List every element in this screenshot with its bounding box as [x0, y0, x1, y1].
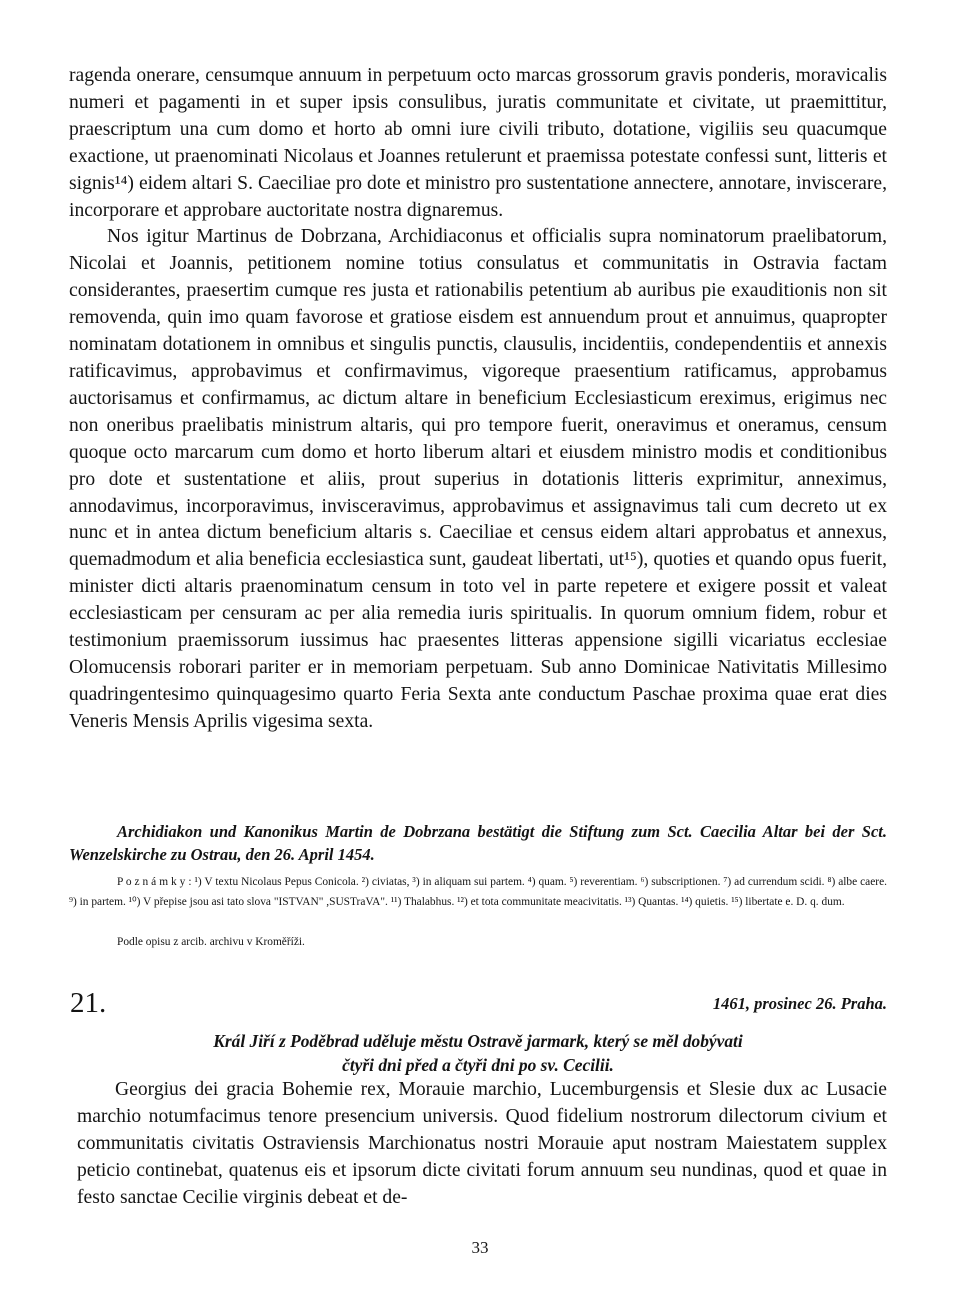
document-body	[69, 63, 887, 736]
german-regest: Archidiakon und Kanonikus Martin de Dobrzana bestätigt die Stiftung zum Sct. Caecilia Altar bei der Sct. Wenzelskirche zu Ostrau, den 26. April 1454.	[69, 822, 887, 864]
source-note: Podle opisu z arcib. archivu v Kroměříži.	[117, 936, 305, 948]
footnotes: P o z n á m k y : ¹) V textu Nicolaus Pepus Conicola. ²) civiatas, ³) in aliquam sui partem. ⁴) quam. ⁵) reverentiam. ⁶) subscriptionen. ⁷) ad currendum scidi. ⁸) albe caere. ⁹) in partem. ¹⁰) V přepise jsou asi tato slova "ISTVAN" ,SUSTraVA". ¹¹) Thalabhus. ¹²) et tota communitate meacivitatis. ¹³) Quantas. ¹⁴) quietis. ¹⁵) libertate e. D. q. dum.	[69, 876, 887, 908]
summary-line-1: Král Jiří z Poděbrad uděluje městu Ostravě jarmark, který se měl dobývati	[213, 1031, 743, 1051]
paragraph-2: Nos igitur Martinus de Dobrzana, Archidiaconus et officialis supra nominatorum praelibatorum, Nicolai et Joannis, petitionem nomine totius consulatus et communitatis in Ostravia factam considerantes, praesertim cumque res justa et rationabilis petentium ab auribus pie exauditionis non sit removenda, quin imo quam favorose et gratiose eisdem est annuendum prout et annuimus, quapropter nominatam dotationem in omnibus et singulis punctis, clausulis, incidentiis, condependentiis et annexis ratificavimus, approbavimus et confirmavimus, vigoreque praesentium ratificamus, approbamus auctorisamus et confirmamus, ac dictum altare in beneficium Ecclesiasticum ereximus, erigimus nec non oneribus praelibatis ministrum altaris, qui pro tempore fuerit, oneravimus et oneramus, censum quoque octo marcarum cum domo et horto liberum altari et eiusdem ministro modis et conditionibus pro dote et sustentatione et aliis, prout superius in dotationis litteris exprimitur, anneximus, annodavimus, incorporavimus, invisceravimus, approbavimus et assignavimus tali cum decreto ut ex nunc et in antea dictum beneficium altaris s. Caeciliae et census eidem altari approbatus et annexus, quemadmodum et alia beneficia ecclesiastica sunt, gaudeat libertati, ut¹⁵), quoties et quando opus fuerit, minister dicti altaris praenominatum censum in toto vel in parte repetere et exigere possit et valeat ecclesiasticam per censuram ac per alia remedia iuris spiritualis. In quorum omnium fidem, robur et testimonium praemissorum iussimus hac praesentes litteras appensione sigilli vicariatus ecclesiae Olomucensis roborari pariter er in memoriam perpetuam. Sub anno Dominicae Nativitatis Millesimo quadringentesimo quinquagesimo quarto Feria Sexta ante conductum Paschae proxima quae erat dies Veneris Mensis Aprilis vigesima sexta.	[69, 226, 887, 732]
summary-line-2: čtyři dni před a čtyři dni po sv. Cecilii.	[342, 1054, 614, 1075]
document-date: 1461, prosinec 26. Praha.	[712, 994, 887, 1013]
document-number: 21.	[70, 987, 107, 1019]
paragraph-1: ragenda onerare, censumque annuum in perpetuum octo marcas grossorum gravis ponderis, moravicalis numeri et pagamenti in et super ipsis consulibus, juratis communitate et civitate, ut praemittitur, praescriptum una cum domo et horto ab omni iure civili tributo, dotatione, vigiliis seu quacumque exactione, ut praenominati Nicolaus et Joannes retulerunt et praemissa potestate confessi sunt, litteris et signis¹⁴) eidem altari S. Caeciliae pro dote et ministro pro sustentatione annectere, annotare, inviscerare, incorporare et approbare auctoritate nostra dignaremus.	[69, 65, 887, 221]
page-number: 33	[471, 1238, 489, 1257]
document-summary	[69, 1030, 887, 1077]
document-text: Georgius dei gracia Bohemie rex, Morauie marchio, Lucemburgensis et Slesie dux ac Lusacie marchio notumfacimus tenore presencium universis. Quod fidelium nostrorum dilectorum civium et communitatis civitatis Ostraviensis Marchionatus nostri Morauie aput nostram Maiestatem supplex peticio continebat, quatenus eis et ipsorum dicte civitati forum annuum seu nundinas, quod et quae in festo sanctae Cecilie virginis debeat et de-	[77, 1079, 887, 1208]
